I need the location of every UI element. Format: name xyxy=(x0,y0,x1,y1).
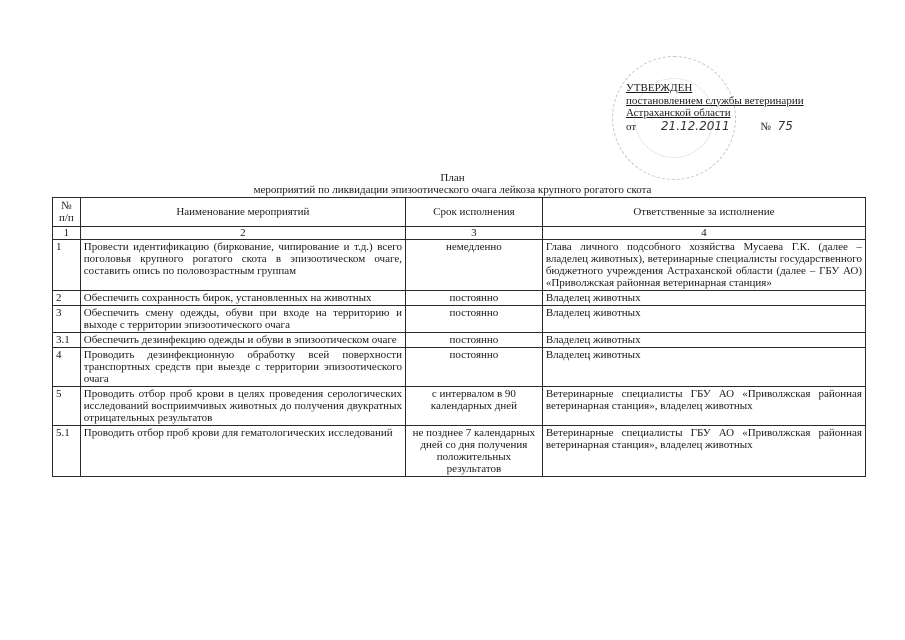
row-number: 5 xyxy=(53,387,81,426)
row-number: 1 xyxy=(53,240,81,291)
approval-decree-line: постановлением службы ветеринарии xyxy=(626,94,804,107)
column-number: 4 xyxy=(542,227,865,240)
row-responsible: Ветеринарные специалисты ГБУ АО «Приволжская районная ветеринарная станция», владелец животных xyxy=(542,426,865,477)
row-measure: Проводить дезинфекционную обработку всей поверхности транспортных средств при выезде с территории эпизоотического очага xyxy=(80,348,405,387)
header-deadline: Срок исполнения xyxy=(405,198,542,227)
row-deadline: немедленно xyxy=(405,240,542,291)
approval-heading: УТВЕРЖДЕН xyxy=(626,82,693,94)
table-row xyxy=(53,291,866,306)
row-responsible: Владелец животных xyxy=(542,306,865,333)
measures-table xyxy=(52,197,866,477)
approval-block xyxy=(626,82,804,133)
header-measure-name: Наименование мероприятий xyxy=(80,198,405,227)
approval-date-line xyxy=(626,120,804,134)
row-deadline: постоянно xyxy=(405,333,542,348)
column-number: 1 xyxy=(53,227,81,240)
approval-region-line: Астраханской области xyxy=(626,107,731,119)
table-row xyxy=(53,306,866,333)
column-number: 3 xyxy=(405,227,542,240)
row-responsible: Глава личного подсобного хозяйства Мусаева Г.К. (далее – владелец животных), ветеринарные специалисты государственного бюджетного учреждения Астраханской области (далее – ГБУ АО) «Приволжская районная ветеринарная станция» xyxy=(542,240,865,291)
approval-number: 75 xyxy=(777,118,793,133)
row-number: 3 xyxy=(53,306,81,333)
table-row xyxy=(53,387,866,426)
header-number: № п/п xyxy=(53,198,81,227)
row-measure: Обеспечить сохранность бирок, установленных на животных xyxy=(80,291,405,306)
row-responsible: Владелец животных xyxy=(542,291,865,306)
row-number: 5.1 xyxy=(53,426,81,477)
table-row xyxy=(53,348,866,387)
row-deadline: постоянно xyxy=(405,306,542,333)
row-responsible: Владелец животных xyxy=(542,348,865,387)
table-row xyxy=(53,240,866,291)
row-responsible: Ветеринарные специалисты ГБУ АО «Приволжская районная ветеринарная станция», владелец животных xyxy=(542,387,865,426)
row-measure: Проводить отбор проб крови для гематологических исследований xyxy=(80,426,405,477)
row-deadline: с интервалом в 90 календарных дней xyxy=(405,387,542,426)
row-number: 2 xyxy=(53,291,81,306)
row-deadline: постоянно xyxy=(405,291,542,306)
approval-from-label: от xyxy=(626,120,637,133)
document-subtitle: мероприятий по ликвидации эпизоотического очага лейкоза крупного рогатого скота xyxy=(253,184,652,196)
document-title: План xyxy=(440,172,465,184)
row-deadline: постоянно xyxy=(405,348,542,387)
row-number: 3.1 xyxy=(53,333,81,348)
row-deadline: не позднее 7 календарных дней со дня получения положительных результатов xyxy=(405,426,542,477)
row-number: 4 xyxy=(53,348,81,387)
row-measure: Проводить отбор проб крови в целях проведения серологических исследований восприимчивых животных до получения двукратных отрицательных результатов xyxy=(80,387,405,426)
row-responsible: Владелец животных xyxy=(542,333,865,348)
table-row xyxy=(53,333,866,348)
column-number-row xyxy=(53,227,866,240)
approval-number-label: № xyxy=(760,120,771,133)
row-measure: Обеспечить смену одежды, обуви при входе на территорию и выходе с территории эпизоотического очага xyxy=(80,306,405,333)
column-number: 2 xyxy=(80,227,405,240)
row-measure: Провести идентификацию (биркование, чипирование и т.д.) всего поголовья крупного рогатого скота в эпизоотическом очаге, составить опись по половозрастным группам xyxy=(80,240,405,291)
table-header-row xyxy=(53,198,866,227)
header-responsible: Ответственные за исполнение xyxy=(542,198,865,227)
table-row xyxy=(53,426,866,477)
row-measure: Обеспечить дезинфекцию одежды и обуви в эпизоотическом очаге xyxy=(80,333,405,348)
approval-date: 21.12.2011 xyxy=(660,118,730,133)
